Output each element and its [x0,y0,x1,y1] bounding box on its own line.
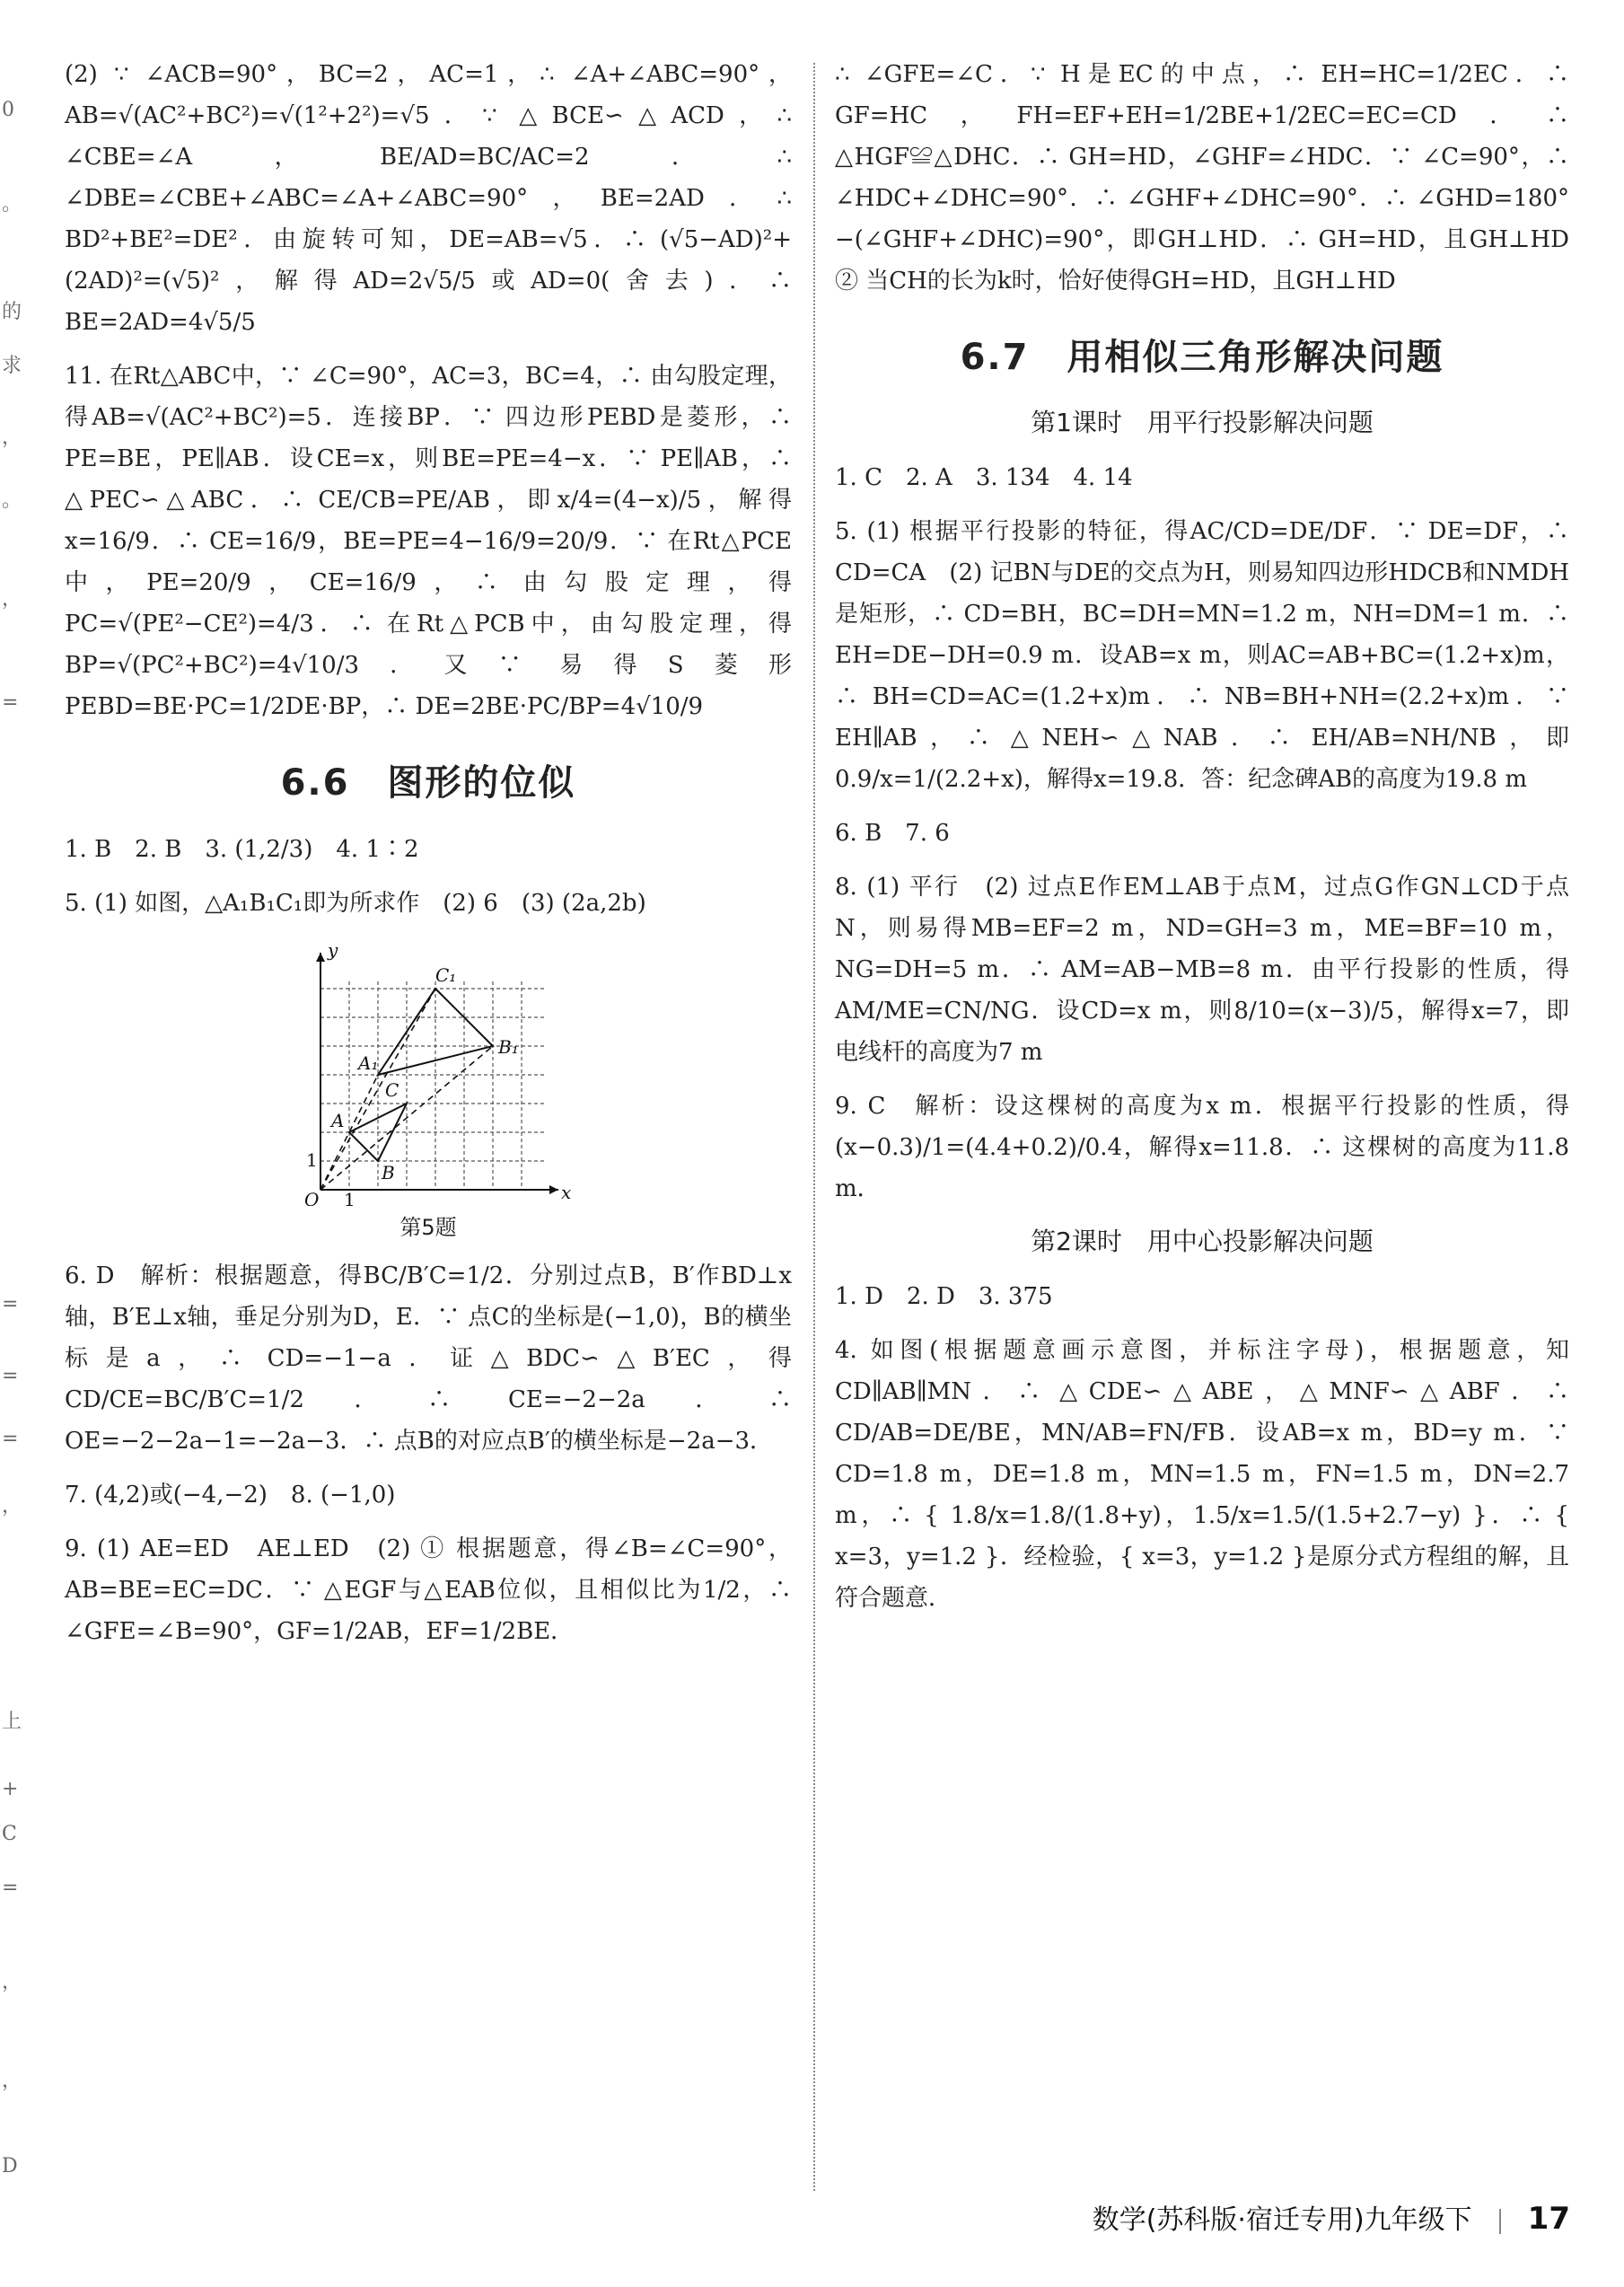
edge-glyph: + [2,1778,19,1800]
label-b: B [382,1162,395,1183]
edge-glyph: 。 [2,489,22,512]
answer-block: (2) ∵ ∠ACB=90°，BC=2，AC=1，∴ ∠A+∠ABC=90°，AB=√(AC²+BC²)=√(1²+2²)=√5．∵ △BCE∽△ACD，∴ ∠CBE=∠A，BE/AD=BC/AC=2．∴ ∠DBE=∠CBE+∠ABC=∠A+∠ABC=90°，BE=2AD．∴ BD²+BE²=DE²．由旋转可知，DE=AB=√5．∴ (√5−AD)²+(2AD)²=(√5)²，解得AD=2√5/5或AD=0(舍去)．∴ BE=2AD=4√5/5 [65,61,792,336]
answer-block: 9. (1) AE=ED AE⊥ED (2) ① 根据题意，得∠B=∠C=90°，AB=BE=EC=DC．∵ △EGF与△EAB位似，且相似比为1/2，∴ ∠GFE=∠B=90°，GF=1/2AB，EF=1/2BE． [65,1535,792,1645]
answer-block: 8. (1) 平行 (2) 过点E作EM⊥AB于点M，过点G作GN⊥CD于点N，则易得MB=EF=2 m，ND=GH=3 m，ME=BF=10 m，NG=DH=5 m．∴ AM=AB−MB=8 m．由平行投影的性质，得AM/ME=CN/NG．设CD=x m，则8/10=(x−3)/5，解得x=7，即电线杆的高度为7 m [835,874,1569,1066]
edge-glyph: ， [2,1495,22,1517]
edge-glyph: D [2,2155,18,2177]
left-column [65,54,792,1665]
answer-block: 6. D 解析：根据题意，得BC/B′C=1/2．分别过点B，B′作BD⊥x轴，B′E⊥x轴，垂足分别为D，E．∵ 点C的坐标是(−1,0)，B的横坐标是a，∴ CD=−1−a．证△BDC∽△B′EC，得CD/CE=BC/B′C=1/2．∴ CE=−2−2a．∴ OE=−2−2a−1=−2a−3．∴ 点B的对应点B′的横坐标是−2a−3． [65,1262,792,1455]
answer-block: 5. (1) 根据平行投影的特征，得AC/CD=DE/DF．∵ DE=DF，∴ CD=CA (2) 记BN与DE的交点为H，则易知四边形HDCB和NMDH是矩形，∴ CD=BH，BC=DH=MN=1.2 m，NH=DM=1 m．∴ EH=DE−DH=0.9 m．设AB=x m，则AC=AB+BC=(1.2+x)m，∴ BH=CD=AC=(1.2+x)m．∴ NB=BH+NH=(2.2+x)m．∵ EH∥AB，∴ △NEH∽△NAB．∴ EH/AB=NH/NB，即0.9/x=1/(2.2+x)，解得x=19.8．答：纪念碑AB的高度为19.8 m [835,518,1569,793]
axis-label-y: y [328,939,338,961]
section-title-6-7: 6.7 用相似三角形解决问题 [960,337,1444,378]
label-c1: C₁ [435,964,457,986]
right-column [835,54,1593,1632]
section-title-6-6: 6.6 图形的位似 [280,762,576,804]
answer-block: 1. B 2. B 3. (1,2/3) 4. 1∶2 [65,836,419,863]
answer-block: 11. 在Rt△ABC中，∵ ∠C=90°，AC=3，BC=4，∴ 由勾股定理，得AB=√(AC²+BC²)=5．连接BP．∵ 四边形PEBD是菱形，∴ PE=BE，PE∥AB．设CE=x，则BE=PE=4−x．∵ PE∥AB，∴ △PEC∽△ABC．∴ CE/CB=PE/AB，即x/4=(4−x)/5，解得x=16/9．∴ CE=16/9，BE=PE=4−16/9=20/9．∵ 在Rt△PCE中，PE=20/9，CE=16/9，∴ 由勾股定理，得PC=√(PE²−CE²)=4/3．∴ 在Rt△PCB中，由勾股定理，得BP=√(PC²+BC²)=4√10/3．又∵ 易得S菱形PEBD=BE·PC=1/2DE·BP，∴ DE=2BE·PC/BP=4√10/9 [65,363,792,720]
page-footer [1093,2197,1570,2237]
edge-glyph: C [2,1823,17,1845]
edge-glyph: ， [2,2070,22,2092]
answer-block: 6. B 7. 6 [835,820,950,847]
answer-block: 4. 如图(根据题意画示意图，并标注字母)，根据题意，知CD∥AB∥MN．∴ △CDE∽△ABE，△MNF∽△ABF．∴ CD/AB=DE/BE，MN/AB=FN/FB．设AB=x m，BD=y m．∵ CD=1.8 m，DE=1.8 m，MN=1.5 m，FN=1.5 m，DN=2.7 m，∴ { 1.8/x=1.8/(1.8+y)，1.5/x=1.5/(1.5+2.7−y) }．∴ { x=3，y=1.2 }．经检验，{ x=3，y=1.2 }是原分式方程组的解，且符合题意． [835,1337,1569,1612]
page-number: 17 [1527,2201,1570,2237]
lesson-1-title: 第1课时 用平行投影解决问题 [1031,408,1374,437]
edge-glyph: ， [2,1971,22,1993]
edge-glyph: 。 [2,193,22,216]
edge-glyph: 上 [2,1711,22,1733]
footer-separator [1499,2209,1501,2234]
label-origin: O [304,1189,320,1206]
edge-glyph: = [2,1365,19,1387]
tick-x-1: 1 [344,1189,356,1206]
label-a1: A₁ [358,1052,379,1074]
lesson-2-title: 第2课时 用中心投影解决问题 [1031,1227,1374,1256]
edge-glyph: = [2,691,19,714]
label-a: A [331,1110,345,1131]
edge-glyph: = [2,1293,19,1315]
axis-label-x: x [561,1182,572,1203]
edge-glyph: 求 [2,355,22,377]
left-page-edge [0,0,20,2287]
figure-problem-5 [65,937,792,1241]
edge-glyph: 0 [2,99,14,121]
y-axis-arrow [316,953,325,962]
book-title: 数学(苏科版·宿迁专用)九年级下 [1092,2204,1472,2236]
answer-block: 1. C 2. A 3. 134 4. 14 [835,464,1133,491]
x-axis-arrow [549,1185,558,1194]
figure-caption: 第5题 [399,1215,457,1240]
edge-glyph: = [2,1877,19,1899]
coordinate-grid-figure [285,937,572,1206]
grid-lines [320,981,545,1190]
edge-glyph: ， [2,588,22,611]
tick-y-1: 1 [306,1149,318,1171]
column-divider [813,63,815,2191]
edge-glyph: = [2,1428,19,1450]
answer-block: 1. D 2. D 3. 375 [835,1283,1053,1310]
label-b1: B₁ [498,1036,519,1058]
answer-block: 9. C 解析：设这棵树的高度为x m．根据平行投影的性质，得(x−0.3)/1=(4.4+0.2)/0.4，解得x=11.8．∴ 这棵树的高度为11.8 m． [835,1093,1569,1202]
label-c: C [385,1079,399,1101]
edge-glyph: 的 [2,301,22,323]
edge-glyph: ， [2,427,22,449]
answer-block: 5. (1) 如图，△A₁B₁C₁即为所求作 (2) 6 (3) (2a,2b) [65,890,646,917]
answer-block: 7. (4,2)或(−4,−2) 8. (−1,0) [65,1482,396,1509]
answer-block: ∴ ∠GFE=∠C．∵ H是EC的中点，∴ EH=HC=1/2EC．∴ GF=HC，FH=EF+EH=1/2BE+1/2EC=EC=CD．∴ △HGF≌△DHC．∴ GH=HD，∠GHF=∠HDC．∵ ∠C=90°，∴ ∠HDC+∠DHC=90°．∴ ∠GHF+∠DHC=90°．∴ ∠GHD=180°−(∠GHF+∠DHC)=90°，即GH⊥HD．∴ GH=HD，且GH⊥HD ② 当CH的长为k时，恰好使得GH=HD，且GH⊥HD [835,61,1593,295]
